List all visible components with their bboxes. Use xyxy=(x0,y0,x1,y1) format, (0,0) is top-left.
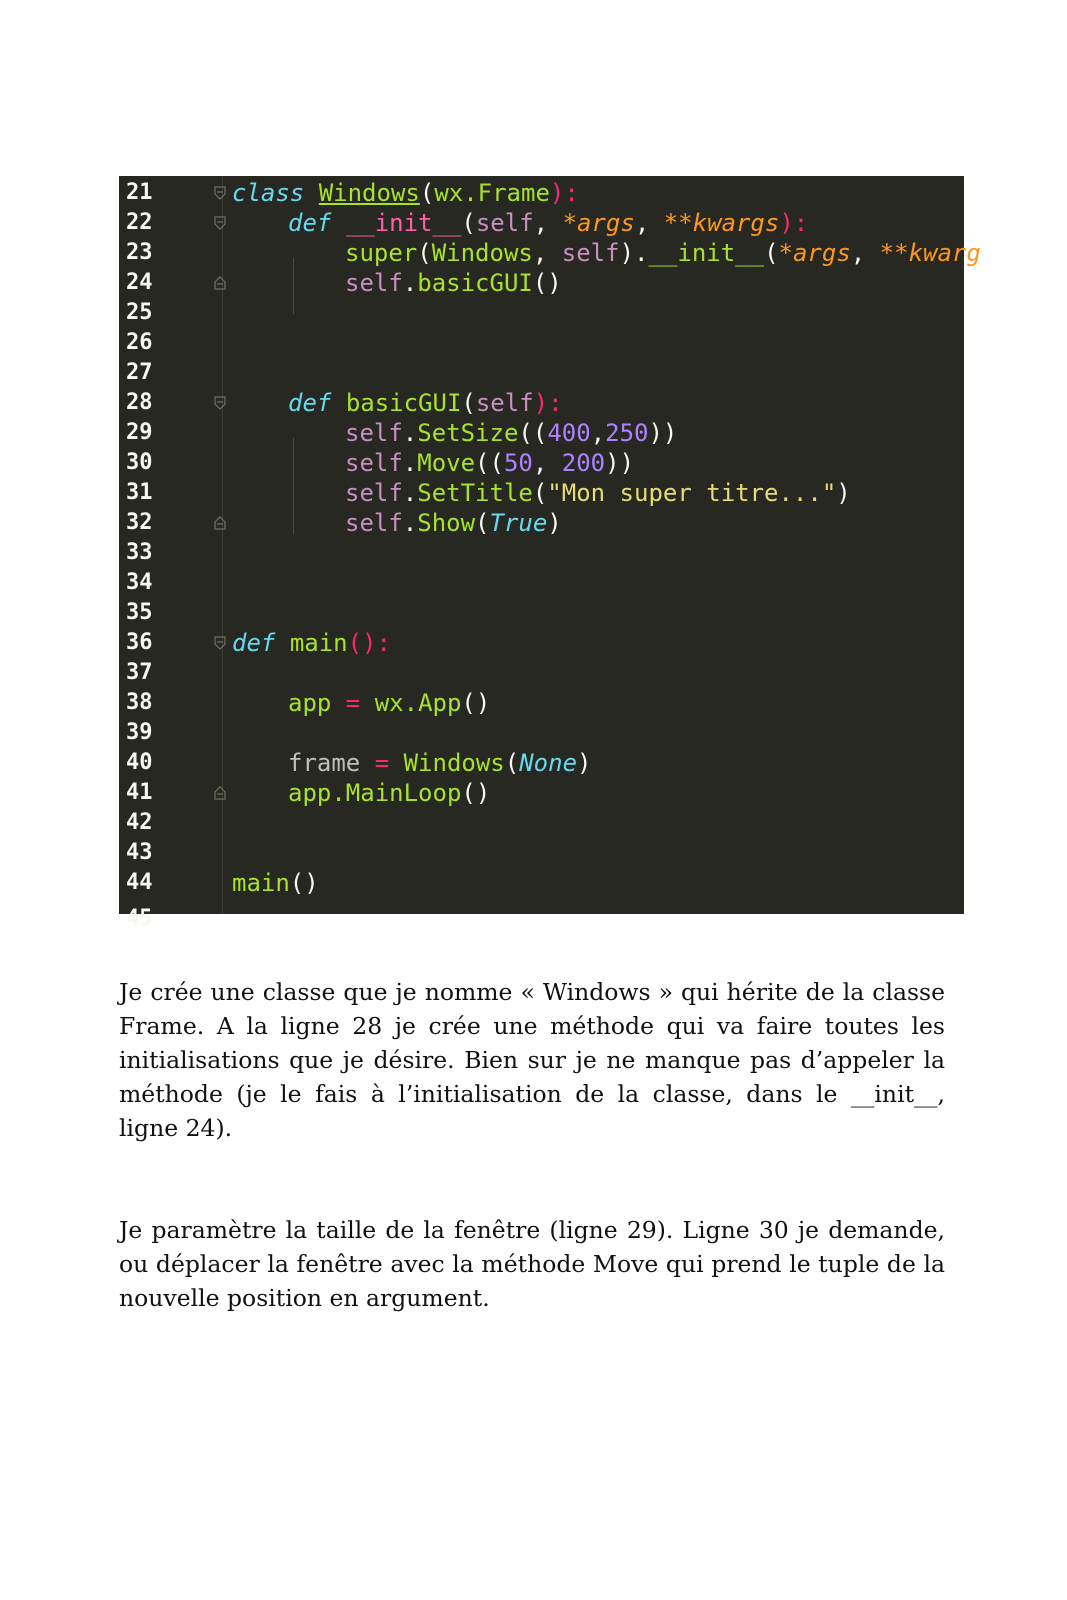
code-line xyxy=(119,298,964,328)
code-text xyxy=(232,178,579,208)
code-token: app xyxy=(288,689,332,717)
code-token xyxy=(304,179,318,207)
line-number: 30 xyxy=(126,450,153,475)
code-line xyxy=(119,658,964,688)
code-line xyxy=(119,868,964,898)
code-token: , xyxy=(590,419,606,447)
line-number: 38 xyxy=(126,690,153,715)
code-token: ( xyxy=(764,239,779,267)
code-token: , xyxy=(532,449,562,477)
line-number: 37 xyxy=(126,660,153,685)
code-token: 400 xyxy=(547,419,591,447)
code-text xyxy=(232,868,319,898)
code-token: ( xyxy=(532,479,548,507)
line-number: 25 xyxy=(126,300,153,325)
code-token: ( xyxy=(461,209,476,237)
code-line xyxy=(119,598,964,628)
line-number-partial: 45 xyxy=(126,906,153,931)
code-token: ): xyxy=(549,179,579,207)
code-line xyxy=(119,388,964,418)
code-token: def xyxy=(288,209,332,237)
code-token: self xyxy=(345,419,403,447)
explanation-paragraph-1: Je crée une classe que je nomme « Windows » qui hérite de la classe Frame. A la ligne 28 je crée une méthode qui va faire toutes les initialisations que je désire. Bien sur je ne manque pas d’appeler la méthode (je le fais à l’initialisation de la classe, dans le __init__, ligne 24). xyxy=(119,978,945,1142)
code-line xyxy=(119,568,964,598)
code-token: def xyxy=(232,629,276,657)
line-number: 40 xyxy=(126,750,153,775)
code-token: self xyxy=(561,239,620,267)
code-line xyxy=(119,838,964,868)
code-line xyxy=(119,718,964,748)
code-token: wx.Frame xyxy=(434,179,550,207)
code-token: ( xyxy=(417,239,432,267)
code-token: **kwargs xyxy=(663,209,780,237)
code-token: Windows xyxy=(318,179,420,207)
code-token: )) xyxy=(648,419,678,447)
code-line xyxy=(119,178,964,208)
line-number: 21 xyxy=(126,180,153,205)
code-token: main xyxy=(289,629,348,657)
code-token: . xyxy=(402,419,418,447)
code-token: Windows xyxy=(403,749,505,777)
line-number: 33 xyxy=(126,540,153,565)
code-line xyxy=(119,268,964,298)
code-line xyxy=(119,538,964,568)
fold-close-icon[interactable] xyxy=(214,786,226,800)
code-token: ). xyxy=(619,239,649,267)
code-token: (( xyxy=(475,449,504,477)
code-line xyxy=(119,418,964,448)
fold-open-icon[interactable] xyxy=(214,216,226,230)
code-token: None xyxy=(519,749,578,777)
code-line xyxy=(119,448,964,478)
code-token xyxy=(331,209,345,237)
code-line xyxy=(119,238,981,268)
code-text xyxy=(288,688,490,718)
line-number: 36 xyxy=(126,630,153,655)
code-token xyxy=(331,389,345,417)
code-text xyxy=(288,388,563,418)
code-token: **kwarg xyxy=(879,239,981,267)
code-token: 50 xyxy=(503,449,533,477)
code-token: . xyxy=(402,269,418,297)
code-text xyxy=(345,508,562,538)
line-number: 29 xyxy=(126,420,153,445)
fold-open-icon[interactable] xyxy=(214,636,226,650)
code-token: SetSize xyxy=(417,419,519,447)
code-token: basicGUI xyxy=(417,269,533,297)
code-token: = xyxy=(331,689,375,717)
code-token: , xyxy=(532,239,562,267)
line-number: 41 xyxy=(126,780,153,805)
code-token: (): xyxy=(347,629,391,657)
code-token: SetTitle xyxy=(417,479,533,507)
line-number: 24 xyxy=(126,270,153,295)
code-line xyxy=(119,688,964,718)
code-token: ): xyxy=(779,209,809,237)
fold-close-icon[interactable] xyxy=(214,516,226,530)
code-line xyxy=(119,508,964,538)
code-token: ) xyxy=(547,509,562,537)
code-text xyxy=(345,268,562,298)
code-line xyxy=(119,628,964,658)
code-line xyxy=(119,358,964,388)
code-token: 200 xyxy=(561,449,606,477)
code-token: , xyxy=(533,209,563,237)
line-number: 44 xyxy=(126,870,153,895)
code-token: Show xyxy=(417,509,476,537)
code-text xyxy=(288,778,490,808)
code-text xyxy=(232,628,391,658)
code-text xyxy=(288,748,591,778)
line-number: 31 xyxy=(126,480,153,505)
code-token: self xyxy=(475,389,534,417)
code-token: , xyxy=(634,209,664,237)
code-token: () xyxy=(461,689,491,717)
code-token: (( xyxy=(518,419,548,447)
code-token: main xyxy=(232,869,290,897)
code-token: . xyxy=(402,449,418,477)
code-token: self xyxy=(345,269,403,297)
code-token: 250 xyxy=(605,419,649,447)
code-token: *args xyxy=(562,209,635,237)
line-number: 43 xyxy=(126,840,153,865)
code-token: def xyxy=(288,389,332,417)
line-number: 28 xyxy=(126,390,153,415)
fold-open-icon[interactable] xyxy=(214,186,226,200)
code-text xyxy=(345,478,851,508)
code-token: *args xyxy=(778,239,851,267)
code-token: frame xyxy=(288,749,361,777)
code-token: class xyxy=(232,179,305,207)
code-line xyxy=(119,328,964,358)
code-token: ) xyxy=(836,479,851,507)
code-line xyxy=(119,478,964,508)
code-token: self xyxy=(345,509,403,537)
code-line xyxy=(119,748,964,778)
code-token: self xyxy=(475,209,534,237)
code-token: __init__ xyxy=(345,209,462,237)
code-text xyxy=(288,208,808,238)
code-token: wx.App xyxy=(374,689,462,717)
code-token: self xyxy=(345,479,403,507)
line-number: 32 xyxy=(126,510,153,535)
code-token xyxy=(275,629,289,657)
code-token: self xyxy=(345,449,403,477)
code-token: "Mon super titre..." xyxy=(547,479,837,507)
line-number: 26 xyxy=(126,330,153,355)
code-token: () xyxy=(289,869,319,897)
line-number: 22 xyxy=(126,210,153,235)
explanation-paragraph-2: Je paramètre la taille de la fenêtre (ligne 29). Ligne 30 je demande, ou déplacer la fenêtre avec la méthode Move qui prend le tuple de la nouvelle position en argument. xyxy=(119,1216,945,1312)
code-token: Windows xyxy=(431,239,533,267)
code-screenshot xyxy=(119,176,981,931)
code-line xyxy=(119,808,964,838)
fold-open-icon[interactable] xyxy=(214,396,226,410)
code-token: ( xyxy=(475,509,490,537)
line-number: 42 xyxy=(126,810,153,835)
code-token: . xyxy=(402,509,418,537)
code-token: super xyxy=(345,239,418,267)
code-token: () xyxy=(532,269,562,297)
code-token: app.MainLoop xyxy=(288,779,462,807)
line-number: 35 xyxy=(126,600,153,625)
code-token: ( xyxy=(504,749,520,777)
code-token: basicGUI xyxy=(345,389,462,417)
code-token: ( xyxy=(461,389,476,417)
code-text xyxy=(345,418,677,448)
line-number: 27 xyxy=(126,360,153,385)
code-token: __init__ xyxy=(648,239,765,267)
code-token: , xyxy=(850,239,880,267)
line-number: 34 xyxy=(126,570,153,595)
code-token: () xyxy=(461,779,491,807)
code-token: ) xyxy=(577,749,592,777)
code-token: Move xyxy=(417,449,476,477)
code-line xyxy=(119,778,964,808)
code-token: True xyxy=(489,509,548,537)
code-token: )) xyxy=(605,449,635,477)
line-number: 39 xyxy=(126,720,153,745)
line-number: 23 xyxy=(126,240,153,265)
fold-close-icon[interactable] xyxy=(214,276,226,290)
code-line xyxy=(119,208,964,238)
code-token: = xyxy=(360,749,404,777)
code-token: ): xyxy=(533,389,563,417)
code-text xyxy=(345,448,634,478)
code-text xyxy=(345,238,981,268)
code-token: . xyxy=(402,479,418,507)
code-token: ( xyxy=(419,179,435,207)
